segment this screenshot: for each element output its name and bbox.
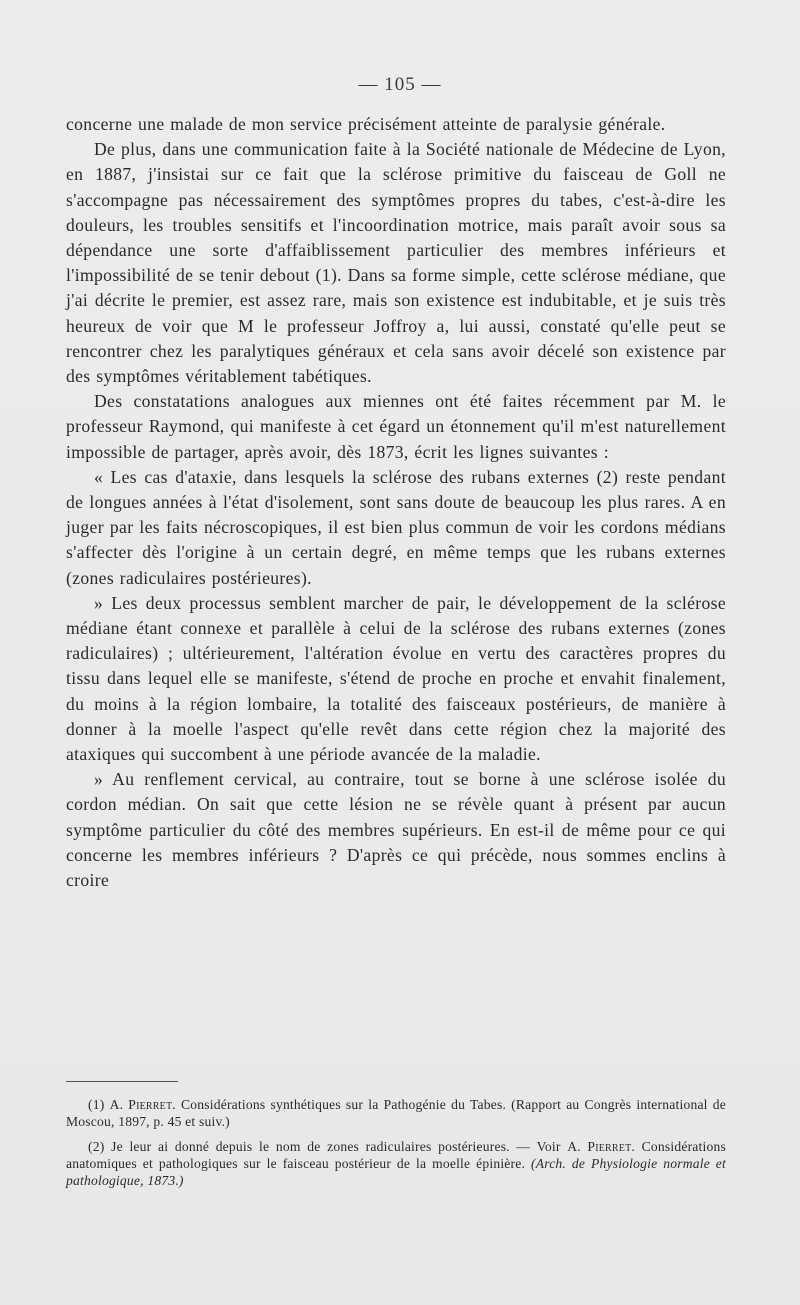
- footnotes: [66, 1096, 726, 1197]
- quote-paragraph-3: » Au renflement cervical, au contraire, tout se borne à une sclérose isolée du cordon médian. On sait que cette lésion ne se révèle quant à présent par aucun symptôme particulier du côté des membres supérieurs. En est-il de même pour ce qui concerne les membres inférieurs ? D'après ce qui précède, nous sommes enclins à croire: [66, 769, 726, 891]
- footnote-1-text: Considérations synthétiques sur la Pathogénie du Tabes. (Rapport au Congrès international de Moscou, 1897, p. 45 et suiv.): [66, 1097, 726, 1129]
- body-text: [66, 112, 726, 893]
- footnote-2: [66, 1138, 726, 1189]
- footnote-divider: [66, 1081, 178, 1082]
- paragraph-3: Des constatations analogues aux miennes ont été faites récemment par M. le professeur Raymond, qui manifeste à cet égard un étonnement qu'il m'est naturellement impossible de partager, après avoir, dès 1873, écrit les lignes suivantes :: [66, 391, 726, 462]
- quote-paragraph-2: » Les deux processus semblent marcher de pair, le développement de la sclérose médiane étant connexe et parallèle à celui de la sclérose des rubans externes (zones radiculaires) ; ultérieurement, l'altération évolue en vertu des caractères propres du tissu dans lequel elle se manifeste, s'étend de proche en proche et envahit finalement, du moins à la région lombaire, la totalité des faisceaux postérieurs, de manière à donner à la moelle l'aspect qu'elle revêt dans cette région chez la majorité des ataxiques qui succombent à une période avancée de la maladie.: [66, 592, 726, 765]
- footnote-1-marker: (1): [88, 1097, 105, 1112]
- footnote-2-text-before: Je leur ai donné depuis le nom de zones radiculaires postérieures. — Voir: [111, 1139, 561, 1154]
- footnote-2-text-after: Considérations anatomiques et pathologiques sur le faisceau postérieur de la moelle épinière.: [66, 1139, 726, 1171]
- footnote-2-marker: (2): [88, 1139, 105, 1154]
- footnote-1-author: A. Pierret.: [109, 1097, 176, 1112]
- footnote-2-source: (Arch. de Physiologie normale et pathologique, 1873.): [66, 1156, 727, 1188]
- footnote-1: [66, 1096, 726, 1130]
- paragraph-2: De plus, dans une communication faite à la Société nationale de Médecine de Lyon, en 1887, j'insistai sur ce fait que la sclérose primitive du faisceau de Goll ne s'accompagne pas nécessairement des symptômes propres du tabes, c'est-à-dire les douleurs, les troubles sensitifs et l'incoordination motrice, mais paraît avoir sous sa dépendance une sorte d'affaiblissement particulier des membres inférieurs et l'impossibilité de se tenir debout (1). Dans sa forme simple, cette sclérose médiane, que j'ai décrite le premier, est assez rare, mais son existence est indubitable, et je suis très heureux de voir que M le professeur Joffroy a, lui aussi, constaté qu'elle peut se rencontrer chez les paralytiques généraux et cela sans avoir décelé son existence par des symptômes véritablement tabétiques.: [66, 139, 726, 387]
- quote-paragraph-1: « Les cas d'ataxie, dans lesquels la sclérose des rubans externes (2) reste pendant de longues années à l'état d'isolement, sont sans doute de beaucoup les plus rares. A en juger par les faits nécroscopiques, il est bien plus commun de voir les cordons médians s'affecter dès l'origine à un certain degré, en même temps que les rubans externes (zones radiculaires postérieures).: [66, 466, 726, 588]
- paragraph-1: concerne une malade de mon service précisément atteinte de paralysie générale.: [66, 114, 666, 134]
- page-number: — 105 —: [358, 74, 442, 95]
- footnote-2-author: A. Pierret.: [567, 1139, 635, 1154]
